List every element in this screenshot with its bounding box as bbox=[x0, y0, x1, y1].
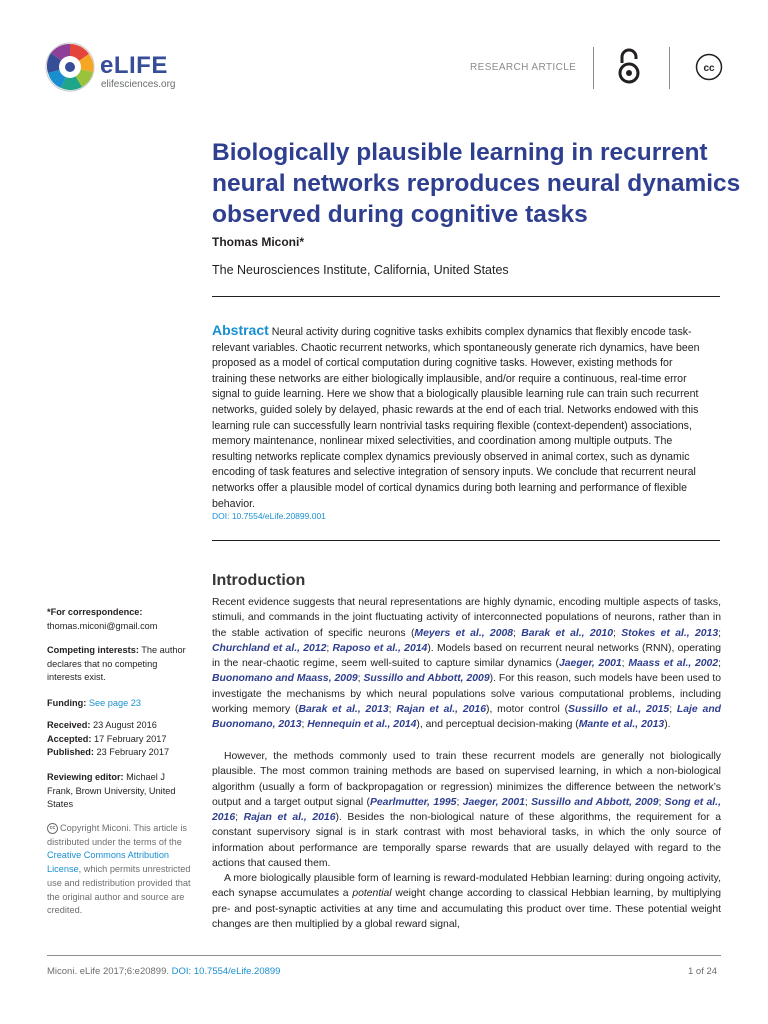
footer-citation bbox=[47, 966, 280, 977]
cc-small-icon: cc bbox=[47, 823, 58, 834]
intro-paragraph-3 bbox=[212, 871, 721, 932]
open-access-icon[interactable] bbox=[613, 47, 645, 85]
paragraph-text: ; bbox=[235, 812, 244, 824]
introduction-heading: Introduction bbox=[212, 572, 306, 589]
creative-commons-icon[interactable] bbox=[695, 53, 723, 81]
funding-link[interactable]: See page 23 bbox=[88, 698, 141, 708]
intro-paragraph-2 bbox=[212, 749, 721, 871]
article-dates bbox=[47, 719, 193, 760]
citation-link[interactable]: Mante et al., 2013 bbox=[578, 719, 665, 731]
paragraph-text: ). Models based on recurrent neural networks (RNN), operating in the near-chaotic regime, seem well-suited to capture similar dynamics ( bbox=[212, 642, 721, 670]
citation-link[interactable]: Meyers et al., 2008 bbox=[414, 627, 514, 639]
paragraph-text: A more biologically plausible form of learning is reward-modulated Hebbian learning: during ongoing activity, each synapse accumulates a bbox=[212, 873, 721, 900]
accepted-date: Accepted: 17 February 2017 bbox=[47, 733, 167, 744]
paragraph-text: ; bbox=[524, 796, 532, 808]
correspondence-note bbox=[47, 606, 193, 633]
published-date: Published: 23 February 2017 bbox=[47, 747, 170, 758]
citation-link[interactable]: Rajan et al., 2016 bbox=[396, 704, 486, 716]
paragraph-text: ; bbox=[612, 627, 622, 639]
abstract-doi-link[interactable]: DOI: 10.7554/eLife.20899.001 bbox=[212, 511, 326, 521]
abstract-block bbox=[212, 323, 706, 512]
paragraph-text: ; bbox=[301, 719, 308, 731]
citation-link[interactable]: Song et al., 2016 bbox=[212, 796, 721, 824]
brand-domain[interactable]: elifesciences.org bbox=[101, 79, 176, 90]
reviewing-editor-value: Michael J Frank, Brown University, United States bbox=[47, 772, 176, 810]
paragraph-text: Recent evidence suggests that neural representations are highly dynamic, encoding multiple aspects of tasks, stimuli, and commands in the joint fluctuating activity of interconnected populations of neurons, rather than in the stable activation of specific neurons ( bbox=[212, 597, 721, 639]
header-divider bbox=[593, 47, 594, 89]
paragraph-text: ). For this reason, such models have been used to investigate the mechanisms by which neural populations solve various computational problems, including working memory ( bbox=[212, 673, 721, 716]
citation-link[interactable]: Sussillo and Abbott, 2009 bbox=[531, 796, 659, 808]
footer-citation-text: Miconi. eLife 2017;6:e20899. bbox=[47, 966, 172, 977]
section-divider bbox=[212, 296, 720, 297]
page-number: 1 of 24 bbox=[688, 966, 718, 977]
footer-doi-link[interactable]: DOI: 10.7554/eLife.20899 bbox=[171, 966, 281, 977]
copyright-note bbox=[47, 822, 193, 918]
paragraph-text: ; bbox=[326, 642, 333, 654]
citation-link[interactable]: Maass et al., 2002 bbox=[628, 658, 719, 670]
competing-interests-label: Competing interests: bbox=[47, 645, 139, 655]
section-divider bbox=[212, 540, 720, 541]
correspondence-email[interactable]: thomas.miconi@gmail.com bbox=[47, 620, 158, 631]
citation-link[interactable]: Sussillo and Abbott, 2009 bbox=[363, 673, 490, 685]
paragraph-text: ; bbox=[513, 627, 522, 639]
citation-link[interactable]: Barak et al., 2013 bbox=[298, 704, 389, 716]
paragraph-text: ; bbox=[718, 627, 721, 639]
author-affiliation: The Neurosciences Institute, California, United States bbox=[212, 263, 509, 277]
paragraph-text: weight change according to classical Hebbian learning, by multiplying pre- and post-synaptic activities at any time and accumulating this product over time. These potential weight changes are then multiplied by a global reward signal, bbox=[212, 888, 722, 930]
competing-interests-value: The author declares that no competing interests exist. bbox=[47, 645, 186, 683]
header-divider bbox=[669, 47, 670, 89]
citation-link[interactable]: Hennequin et al., 2014 bbox=[307, 719, 417, 731]
correspondence-label: *For correspondence: bbox=[47, 607, 143, 617]
paragraph-text: potential bbox=[352, 888, 392, 900]
copyright-text: Copyright Miconi. This article is distributed under the terms of the bbox=[47, 823, 187, 847]
citation-link[interactable]: Jaeger, 2001 bbox=[462, 796, 525, 808]
abstract-text: Neural activity during cognitive tasks exhibits complex dynamics that flexibly encode task-relevant variables. Chaotic recurrent networks, which spontaneously generate rich dynamics, have been proposed as a model of cortical computation during cognitive tasks. However, existing methods for training these networks are either biologically implausible, and/or require a continuous, real-time error signal to guide learning. Here we show that a biologically plausible learning rule can train such recurrent networks, guided solely by delayed, phasic rewards at the end of each trial. Networks endowed with this learning rule can successfully learn nontrivial tasks requiring flexible (context-dependent) associations, memory maintenance, nonlinear mixed selectivities, and coordination among multiple outputs. The resulting networks replicate complex dynamics previously observed in animal cortex, such as dynamic encoding of task features and selective integration of sensory inputs. We conclude that recurrent neural networks offer a plausible model of cortical dynamics during both learning and performance of flexible behavior. bbox=[212, 326, 700, 510]
brand-name: eLIFE bbox=[100, 52, 168, 79]
copyright-text-end: , which permits unrestricted use and redistribution provided that the original author and source are credited. bbox=[47, 864, 191, 916]
article-title: Biologically plausible learning in recurrent neural networks reproduces neural dynamics observed during cognitive tasks bbox=[212, 139, 741, 228]
license-link[interactable]: Creative Commons Attribution License bbox=[47, 850, 170, 875]
paragraph-text: ; bbox=[718, 658, 721, 670]
reviewing-editor-label: Reviewing editor: bbox=[47, 772, 124, 782]
paragraph-text: ), motor control ( bbox=[485, 704, 569, 716]
paragraph-text: ). Besides the non-biological nature of these algorithms, the requirement for a constant supervisory signal is in stark contrast with most behavioral tasks, in which the only source of information about performance are temporally sparse rewards that are usually delayed with regard to the actions that caused them. bbox=[212, 812, 721, 870]
reviewing-editor-note bbox=[47, 771, 193, 812]
abstract-heading: Abstract bbox=[212, 322, 269, 338]
received-date: Received: 23 August 2016 bbox=[47, 720, 157, 730]
paragraph-text: ; bbox=[658, 796, 665, 808]
citation-link[interactable]: Barak et al., 2010 bbox=[521, 627, 613, 639]
funding-note bbox=[47, 697, 193, 711]
elife-logo-icon[interactable] bbox=[44, 41, 96, 93]
citation-link[interactable]: Churchland et al., 2012 bbox=[212, 642, 327, 654]
citation-link[interactable]: Buonomano and Maass, 2009 bbox=[212, 673, 358, 685]
paragraph-text: However, the methods commonly used to train these recurrent models are generally not biologically plausible. The most common training methods are based on supervised learning, in which a non-biological algorithm (usually a form of backpropagation or regression) minimizes the difference between the network’s output and a target output signal ( bbox=[212, 751, 721, 808]
citation-link[interactable]: Pearlmutter, 1995 bbox=[369, 796, 457, 808]
intro-paragraph-1 bbox=[212, 595, 721, 733]
funding-label: Funding: bbox=[47, 698, 87, 708]
citation-link[interactable]: Stokes et al., 2013 bbox=[621, 627, 719, 639]
competing-interests-note bbox=[47, 644, 193, 685]
citation-link[interactable]: Sussillo et al., 2015 bbox=[568, 704, 670, 716]
paragraph-text: ; bbox=[357, 673, 364, 685]
paragraph-text: ; bbox=[388, 704, 397, 716]
svg-text:cc: cc bbox=[703, 63, 715, 74]
paragraph-text: ), and perceptual decision-making ( bbox=[416, 719, 579, 731]
citation-link[interactable]: Jaeger, 2001 bbox=[558, 658, 622, 670]
paragraph-text: ; bbox=[621, 658, 629, 670]
footer-divider bbox=[47, 955, 721, 956]
author-name[interactable]: Thomas Miconi* bbox=[212, 235, 305, 249]
paragraph-text: ; bbox=[456, 796, 463, 808]
article-type-label: RESEARCH ARTICLE bbox=[470, 62, 577, 73]
citation-link[interactable]: Raposo et al., 2014 bbox=[332, 642, 428, 654]
paragraph-text: ; bbox=[669, 704, 677, 716]
paragraph-text: ). bbox=[664, 719, 671, 731]
citation-link[interactable]: Laje and Buonomano, 2013 bbox=[212, 704, 722, 731]
citation-link[interactable]: Rajan et al., 2016 bbox=[243, 812, 336, 824]
